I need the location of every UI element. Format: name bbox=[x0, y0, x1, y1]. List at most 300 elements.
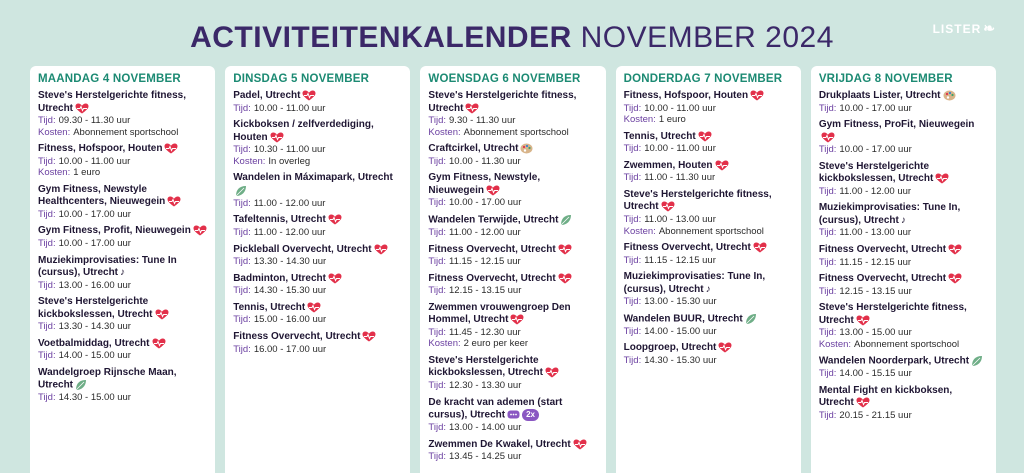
heart-icon bbox=[372, 244, 388, 255]
detail-value: 16.00 - 17.00 uur bbox=[253, 343, 327, 355]
event-title: Zwemmen, Houten bbox=[623, 159, 713, 171]
detail-value: 11.45 - 12.30 uur bbox=[449, 326, 521, 338]
event-title-row bbox=[428, 273, 597, 286]
heart-icon bbox=[326, 215, 342, 226]
event-detail bbox=[428, 256, 597, 268]
event-item bbox=[624, 242, 793, 266]
event-title-row bbox=[624, 242, 793, 255]
detail-label: Tijd: bbox=[428, 227, 447, 239]
event-title: Muziekimprovisaties: Tune In, (cursus), Utrecht bbox=[623, 271, 766, 295]
event-title-row bbox=[819, 161, 988, 186]
event-title-row bbox=[624, 271, 793, 296]
detail-label: Tijd: bbox=[38, 279, 56, 291]
detail-value: 14.00 - 15.15 uur bbox=[839, 368, 912, 380]
event-title-row bbox=[233, 214, 402, 227]
detail-value: 10.00 - 11.30 uur bbox=[449, 155, 521, 167]
detail-value: 12.30 - 13.30 uur bbox=[449, 380, 522, 392]
event-title-row bbox=[233, 273, 402, 286]
event-detail bbox=[428, 327, 597, 339]
event-title: Fitness Overvecht, Utrecht bbox=[623, 242, 751, 254]
event-item bbox=[428, 273, 597, 297]
event-detail bbox=[233, 344, 402, 356]
event-title-row bbox=[233, 244, 402, 257]
event-title: Gym Fitness, Profit, Nieuwegein bbox=[38, 225, 191, 237]
detail-label: Tijd: bbox=[623, 325, 642, 337]
detail-value: 2 euro per keer bbox=[463, 338, 529, 350]
detail-label: Tijd: bbox=[38, 321, 56, 333]
heart-icon bbox=[946, 244, 962, 255]
detail-value: 10.00 - 17.00 uur bbox=[58, 208, 131, 220]
palette-icon bbox=[518, 143, 533, 154]
event-title: Wandelen Noorderpark, Utrecht bbox=[818, 355, 970, 367]
event-item bbox=[38, 367, 207, 404]
heart-icon bbox=[150, 338, 166, 349]
detail-label: Tijd: bbox=[623, 214, 642, 226]
detail-label: Tijd: bbox=[428, 256, 447, 268]
event-title-row bbox=[428, 172, 597, 197]
day-column bbox=[616, 66, 801, 473]
event-detail bbox=[428, 380, 597, 392]
event-detail bbox=[38, 392, 207, 404]
detail-label: Tijd: bbox=[623, 296, 642, 308]
event-title: Craftcirkel, Utrecht bbox=[428, 143, 519, 155]
detail-value: 1 euro bbox=[658, 114, 686, 126]
detail-value: 1 euro bbox=[73, 167, 101, 179]
event-title-row bbox=[233, 119, 402, 144]
event-item bbox=[38, 143, 207, 179]
event-item bbox=[38, 225, 207, 249]
detail-value: 9.30 - 11.30 uur bbox=[449, 115, 516, 127]
event-title-row bbox=[38, 184, 207, 209]
event-detail bbox=[233, 227, 402, 239]
detail-value: 13.00 - 15.00 uur bbox=[839, 327, 912, 339]
event-detail bbox=[819, 186, 988, 198]
event-item bbox=[624, 160, 793, 184]
event-detail bbox=[819, 144, 988, 156]
event-title-row bbox=[38, 255, 207, 280]
detail-label: Tijd: bbox=[623, 143, 642, 155]
heart-icon bbox=[556, 273, 572, 284]
detail-label: Tijd: bbox=[233, 256, 251, 268]
detail-label: Tijd: bbox=[38, 155, 56, 167]
detail-value: Abonnement sportschool bbox=[73, 126, 179, 138]
event-detail bbox=[624, 296, 793, 308]
event-title: Steve's Herstelgerichte fitness, Utrecht bbox=[38, 90, 186, 114]
event-item bbox=[233, 90, 402, 114]
event-title: Zwemmen De Kwakel, Utrecht bbox=[428, 438, 571, 450]
event-title-row bbox=[624, 313, 793, 326]
heart-icon bbox=[463, 103, 479, 114]
event-title-row bbox=[819, 385, 988, 410]
heart-icon bbox=[556, 244, 572, 255]
detail-value: 15.00 - 16.00 uur bbox=[253, 314, 327, 326]
event-item bbox=[233, 331, 402, 355]
event-detail bbox=[624, 255, 793, 267]
event-detail bbox=[38, 280, 207, 292]
event-detail bbox=[819, 339, 988, 351]
detail-value: 09.30 - 11.30 uur bbox=[58, 115, 131, 127]
detail-value: 11.15 - 12.15 uur bbox=[644, 254, 716, 266]
event-detail bbox=[819, 286, 988, 298]
day-column bbox=[811, 66, 996, 473]
detail-label: Tijd: bbox=[818, 102, 837, 114]
heart-icon bbox=[326, 273, 342, 284]
event-title-row bbox=[819, 273, 988, 286]
event-title-row bbox=[624, 342, 793, 355]
event-detail bbox=[624, 114, 793, 126]
leaf-icon bbox=[743, 313, 757, 324]
event-detail bbox=[233, 103, 402, 115]
detail-value: 14.30 - 15.30 uur bbox=[253, 285, 327, 297]
event-detail bbox=[428, 451, 597, 463]
heart-icon bbox=[659, 202, 675, 213]
event-detail bbox=[428, 115, 597, 127]
event-item bbox=[233, 119, 402, 167]
music-note-icon: ♪ bbox=[900, 214, 906, 226]
event-title: Pickleball Overvecht, Utrecht bbox=[233, 243, 372, 255]
chat-icon bbox=[505, 410, 520, 421]
detail-label: Kosten: bbox=[38, 126, 71, 138]
heart-icon bbox=[162, 143, 178, 154]
detail-value: 13.45 - 14.25 uur bbox=[449, 451, 522, 463]
detail-value: 10.00 - 17.00 uur bbox=[839, 102, 912, 114]
detail-label: Kosten: bbox=[428, 338, 461, 350]
detail-value: 10.00 - 11.00 uur bbox=[644, 102, 716, 114]
leaf-icon bbox=[558, 215, 572, 226]
event-item bbox=[233, 302, 402, 326]
detail-value: 13.30 - 14.30 uur bbox=[253, 256, 327, 268]
heart-icon bbox=[716, 342, 732, 353]
event-item bbox=[38, 338, 207, 362]
event-detail bbox=[819, 327, 988, 339]
detail-label: Tijd: bbox=[233, 285, 251, 297]
detail-value: 10.00 - 17.00 uur bbox=[839, 144, 912, 156]
event-title-row bbox=[428, 143, 597, 156]
event-item bbox=[624, 313, 793, 338]
event-title-row bbox=[624, 131, 793, 144]
leaf-icon bbox=[969, 356, 983, 367]
event-item bbox=[819, 302, 988, 350]
heart-icon bbox=[191, 226, 207, 237]
detail-value: 13.00 - 15.30 uur bbox=[644, 296, 717, 308]
detail-label: Kosten: bbox=[38, 167, 71, 179]
day-title: WOENSDAG 6 NOVEMBER bbox=[428, 73, 581, 85]
detail-label: Tijd: bbox=[818, 368, 837, 380]
event-detail bbox=[624, 355, 793, 367]
event-title: Steve's Herstelgerichte kickbokslessen, Utrecht bbox=[818, 160, 934, 185]
detail-value: Abonnement sportschool bbox=[463, 126, 569, 138]
event-item bbox=[428, 90, 597, 138]
detail-label: Tijd: bbox=[428, 285, 447, 297]
heart-icon bbox=[946, 273, 962, 284]
detail-value: 11.00 - 12.00 uur bbox=[253, 197, 326, 209]
event-item bbox=[819, 202, 988, 239]
day-column bbox=[420, 66, 605, 473]
detail-value: 11.00 - 12.00 uur bbox=[253, 227, 326, 239]
event-title-row bbox=[624, 189, 793, 214]
detail-label: Tijd: bbox=[818, 256, 837, 268]
event-title: Steve's Herstelgerichte fitness, Utrecht bbox=[818, 302, 967, 326]
event-detail bbox=[624, 143, 793, 155]
detail-value: In overleg bbox=[268, 155, 311, 167]
detail-label: Tijd: bbox=[38, 392, 56, 404]
event-title-row bbox=[38, 338, 207, 351]
event-title-row bbox=[38, 296, 207, 321]
event-title: Muziekimprovisaties: Tune In (cursus), Utrecht bbox=[38, 254, 177, 279]
page-title bbox=[0, 18, 1024, 58]
detail-label: Tijd: bbox=[38, 208, 56, 220]
event-title: Voetbalmiddag, Utrecht bbox=[38, 337, 150, 349]
heart-icon bbox=[748, 90, 764, 101]
event-item bbox=[428, 397, 597, 434]
event-item bbox=[38, 296, 207, 333]
page-title-bold: ACTIVITEITENKALENDER bbox=[190, 21, 572, 54]
event-title-row bbox=[428, 244, 597, 257]
event-detail bbox=[38, 167, 207, 179]
event-detail bbox=[38, 209, 207, 221]
event-detail bbox=[819, 257, 988, 269]
leaf-icon bbox=[73, 380, 87, 391]
event-title: Fitness Overvecht, Utrecht bbox=[428, 272, 556, 284]
event-detail bbox=[428, 127, 597, 139]
event-detail bbox=[233, 156, 402, 168]
detail-label: Kosten: bbox=[623, 225, 656, 237]
event-title-row bbox=[819, 355, 988, 368]
event-item bbox=[428, 214, 597, 239]
event-item bbox=[819, 385, 988, 422]
detail-label: Tijd: bbox=[818, 185, 837, 197]
event-detail bbox=[38, 321, 207, 333]
detail-value: 11.15 - 12.15 uur bbox=[449, 256, 521, 268]
detail-label: Kosten: bbox=[233, 155, 266, 167]
detail-value: 11.00 - 11.30 uur bbox=[644, 172, 716, 184]
event-title-row bbox=[233, 172, 402, 198]
day-title: VRIJDAG 8 NOVEMBER bbox=[818, 73, 953, 85]
detail-label: Tijd: bbox=[428, 197, 447, 209]
heart-icon bbox=[713, 160, 729, 171]
heart-icon bbox=[305, 302, 321, 313]
heart-icon bbox=[571, 439, 587, 450]
event-item bbox=[819, 119, 988, 156]
event-title-row bbox=[428, 302, 597, 327]
detail-label: Tijd: bbox=[38, 350, 56, 362]
event-detail bbox=[233, 256, 402, 268]
repeat-badge: 2x bbox=[522, 409, 539, 421]
heart-icon bbox=[696, 131, 712, 142]
event-item bbox=[38, 184, 207, 221]
event-detail bbox=[428, 338, 597, 350]
detail-label: Tijd: bbox=[818, 227, 837, 239]
detail-value: 12.15 - 13.15 uur bbox=[839, 285, 912, 297]
heart-icon bbox=[854, 398, 870, 409]
detail-label: Kosten: bbox=[818, 338, 852, 350]
event-item bbox=[624, 90, 793, 126]
event-detail bbox=[428, 422, 597, 434]
event-title: Kickboksen / zelfverdediging, Houten bbox=[233, 119, 374, 143]
event-detail bbox=[624, 326, 793, 338]
page-title-month: NOVEMBER 2024 bbox=[580, 21, 834, 54]
event-detail bbox=[38, 115, 207, 127]
event-detail bbox=[624, 214, 793, 226]
event-detail bbox=[819, 410, 988, 422]
event-title: Gym Fitness, Newstyle, Nieuwegein bbox=[428, 172, 541, 196]
detail-label: Tijd: bbox=[818, 410, 837, 422]
event-title: Tennis, Utrecht bbox=[233, 301, 306, 313]
event-title: Padel, Utrecht bbox=[233, 90, 301, 102]
event-item bbox=[428, 244, 597, 268]
event-title: Fitness Overvecht, Utrecht bbox=[818, 273, 947, 285]
detail-label: Tijd: bbox=[818, 285, 837, 297]
heart-icon bbox=[153, 309, 169, 320]
detail-value: Abonnement sportschool bbox=[658, 225, 764, 237]
event-title: Fitness Overvecht, Utrecht bbox=[233, 331, 361, 343]
event-title-row bbox=[233, 90, 402, 103]
event-item bbox=[428, 302, 597, 350]
event-detail bbox=[233, 314, 402, 326]
heart-icon bbox=[933, 173, 949, 184]
event-title: Badminton, Utrecht bbox=[233, 272, 326, 284]
detail-label: Tijd: bbox=[818, 144, 837, 156]
event-title-row bbox=[38, 90, 207, 115]
detail-label: Tijd: bbox=[428, 326, 447, 338]
heart-icon bbox=[751, 242, 767, 253]
detail-label: Tijd: bbox=[233, 343, 251, 355]
event-title-row bbox=[233, 331, 402, 344]
detail-label: Tijd: bbox=[428, 380, 447, 392]
event-item bbox=[233, 244, 402, 268]
detail-label: Tijd: bbox=[38, 115, 56, 127]
detail-value: Abonnement sportschool bbox=[854, 338, 960, 350]
detail-label: Tijd: bbox=[623, 254, 642, 266]
day-title: DONDERDAG 7 NOVEMBER bbox=[623, 73, 783, 85]
detail-label: Tijd: bbox=[233, 314, 251, 326]
detail-label: Tijd: bbox=[428, 115, 447, 127]
detail-label: Tijd: bbox=[233, 197, 251, 209]
event-detail bbox=[819, 368, 988, 380]
event-item bbox=[819, 244, 988, 268]
day-column bbox=[225, 66, 410, 473]
heart-icon bbox=[300, 90, 316, 101]
event-title: Steve's Herstelgerichte kickbokslessen, Utrecht bbox=[38, 296, 153, 320]
event-title-row bbox=[428, 214, 597, 227]
detail-value: 10.00 - 17.00 uur bbox=[58, 238, 131, 250]
heart-icon bbox=[854, 315, 870, 326]
event-title-row bbox=[38, 143, 207, 156]
event-title: Fitness Overvecht, Utrecht bbox=[818, 244, 947, 256]
event-item bbox=[624, 271, 793, 308]
event-title-row bbox=[38, 367, 207, 393]
event-title: Tennis, Utrecht bbox=[623, 130, 696, 142]
event-detail bbox=[38, 238, 207, 250]
event-item bbox=[428, 355, 597, 392]
heart-icon bbox=[819, 132, 835, 143]
detail-label: Tijd: bbox=[428, 451, 447, 463]
detail-value: 13.00 - 14.00 uur bbox=[449, 422, 522, 434]
detail-label: Tijd: bbox=[623, 354, 642, 366]
event-title-row bbox=[819, 202, 988, 227]
event-title: Loopgroep, Utrecht bbox=[623, 342, 717, 354]
leaf-logo-icon: ❧ bbox=[983, 20, 996, 36]
day-title: MAANDAG 4 NOVEMBER bbox=[38, 73, 181, 85]
detail-label: Kosten: bbox=[428, 126, 461, 138]
day-column bbox=[30, 66, 215, 473]
event-item bbox=[624, 131, 793, 155]
heart-icon bbox=[543, 368, 559, 379]
detail-value: 20.15 - 21.15 uur bbox=[839, 410, 912, 422]
event-item bbox=[819, 90, 988, 114]
event-title: Wandelen BUUR, Utrecht bbox=[623, 313, 743, 325]
event-detail bbox=[428, 197, 597, 209]
detail-label: Tijd: bbox=[428, 155, 447, 167]
event-item bbox=[819, 355, 988, 380]
leaf-icon bbox=[233, 185, 247, 196]
detail-label: Tijd: bbox=[233, 227, 251, 239]
event-detail bbox=[38, 156, 207, 168]
event-title-row bbox=[624, 160, 793, 173]
event-title-row bbox=[819, 119, 988, 144]
detail-label: Tijd: bbox=[38, 238, 56, 250]
event-detail bbox=[233, 285, 402, 297]
event-title: Fitness, Hofspoor, Houten bbox=[38, 143, 163, 155]
detail-label: Tijd: bbox=[428, 422, 447, 434]
event-detail bbox=[428, 156, 597, 168]
event-item bbox=[819, 161, 988, 198]
detail-value: 13.00 - 16.00 uur bbox=[58, 279, 131, 291]
calendar-columns bbox=[30, 66, 996, 473]
detail-label: Tijd: bbox=[818, 327, 837, 339]
detail-value: 11.15 - 12.15 uur bbox=[839, 256, 912, 268]
event-title-row bbox=[624, 90, 793, 103]
event-item bbox=[233, 172, 402, 209]
detail-label: Tijd: bbox=[623, 172, 642, 184]
event-detail bbox=[624, 103, 793, 115]
detail-value: 10.00 - 17.00 uur bbox=[449, 197, 522, 209]
detail-value: 11.00 - 12.00 uur bbox=[449, 227, 521, 239]
event-title: Fitness Overvecht, Utrecht bbox=[428, 243, 556, 255]
music-note-icon: ♪ bbox=[120, 267, 126, 279]
event-detail bbox=[428, 227, 597, 239]
music-note-icon: ♪ bbox=[705, 283, 711, 295]
day-title: DINSDAG 5 NOVEMBER bbox=[233, 73, 370, 85]
event-item bbox=[819, 273, 988, 297]
event-title-row bbox=[819, 90, 988, 103]
heart-icon bbox=[73, 103, 89, 114]
event-title: Steve's Herstelgerichte fitness, Utrecht bbox=[623, 188, 772, 213]
event-title-row bbox=[233, 302, 402, 315]
detail-value: 10.00 - 11.00 uur bbox=[644, 143, 716, 155]
event-title: De kracht van ademen (start cursus), Utrecht bbox=[428, 396, 563, 421]
detail-value: 11.00 - 12.00 uur bbox=[839, 185, 912, 197]
event-title: Tafeltennis, Utrecht bbox=[233, 214, 326, 226]
detail-label: Tijd: bbox=[233, 102, 251, 114]
event-detail bbox=[819, 103, 988, 115]
event-detail bbox=[233, 144, 402, 156]
event-item bbox=[428, 439, 597, 463]
event-item bbox=[233, 273, 402, 297]
detail-value: 14.00 - 15.00 uur bbox=[644, 325, 717, 337]
event-item bbox=[624, 342, 793, 366]
event-title: Wandelen in Máximapark, Utrecht bbox=[233, 172, 393, 184]
event-title-row bbox=[819, 302, 988, 327]
event-detail bbox=[428, 285, 597, 297]
detail-value: 14.00 - 15.00 uur bbox=[58, 350, 131, 362]
event-title-row bbox=[428, 90, 597, 115]
event-detail bbox=[819, 227, 988, 239]
detail-value: 12.15 - 13.15 uur bbox=[449, 285, 522, 297]
event-title: Drukplaats Lister, Utrecht bbox=[818, 90, 941, 102]
detail-label: Kosten: bbox=[623, 114, 656, 126]
detail-value: 14.30 - 15.00 uur bbox=[58, 392, 131, 404]
